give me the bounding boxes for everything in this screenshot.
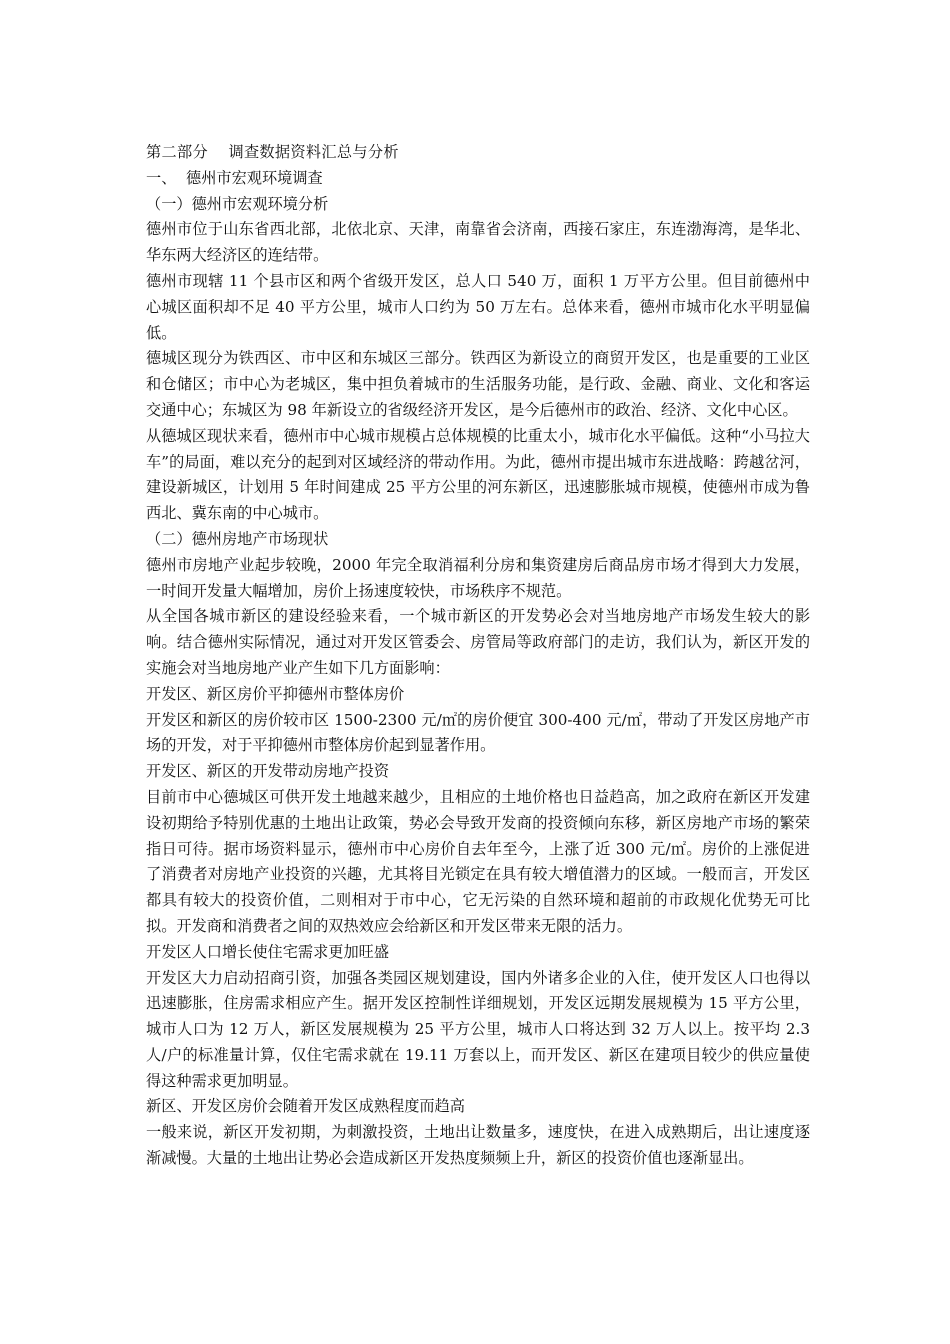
subsection-title-real-estate: （二）德州房地产市场现状 [146, 529, 329, 548]
heading-housing-demand: 开发区人口增长使住宅需求更加旺盛 [146, 942, 389, 961]
paragraph-price-maturity: 一般来说，新区开发初期，为刺激投资，土地出让数量多，速度快，在进入成熟期后，出让速度逐渐减慢。大量的土地出让势必会造成新区开发热度频频上升，新区的投资价值也逐渐显出。 [146, 1123, 810, 1168]
paragraph-location: 德州市位于山东省西北部，北依北京、天津，南靠省会济南，西接石家庄，东连渤海湾，是华北、华东两大经济区的连结带。 [146, 220, 810, 265]
subsection-title-macro-analysis: （一）德州市宏观环境分析 [146, 194, 329, 213]
paragraph-market-start: 德州市房地产业起步较晚，2000 年完全取消福利分房和集资建房后商品房市场才得到大力发展，一时间开发量大幅增加，房价上扬速度较快，市场秩序不规范。 [146, 555, 810, 600]
paragraph-districts: 德城区现分为铁西区、市中区和东城区三部分。铁西区为新设立的商贸开发区，也是重要的工业区和仓储区；市中心为老城区，集中担负着城市的生活服务功能，是行政、金融、商业、文化和客运交通中心；东城区为 98 年新设立的省级经济开发区，是今后德州市的政治、经济、文化中心区。 [146, 349, 810, 419]
heading-price-stabilization: 开发区、新区房价平抑德州市整体房价 [146, 684, 405, 703]
heading-price-maturity: 新区、开发区房价会随着开发区成熟程度而趋高 [146, 1097, 465, 1116]
section-title-macro-environment: 一、 德州市宏观环境调查 [146, 168, 323, 187]
heading-investment: 开发区、新区的开发带动房地产投资 [146, 762, 389, 781]
part-title: 第二部分 调查数据资料汇总与分析 [146, 143, 399, 161]
paragraph-new-district-impact: 从全国各城市新区的建设经验来看，一个城市新区的开发势必会对当地房地产市场发生较大的影响。结合德州实际情况，通过对开发区管委会、房管局等政府部门的走访，我们认为，新区开发的实施会对当地房地产业产生如下几方面影响： [146, 607, 810, 677]
paragraph-population: 德州市现辖 11 个县市区和两个省级开发区，总人口 540 万，面积 1 万平方公里。但目前德州中心城区面积却不足 40 平方公里，城市人口约为 50 万左右。总体来看，德州市城市化水平明显偏低。 [146, 271, 810, 342]
paragraph-housing-demand: 开发区大力启动招商引资，加强各类园区规划建设，国内外诸多企业的入住，使开发区人口也得以迅速膨胀，住房需求相应产生。据开发区控制性详细规划，开发区远期发展规模为 15 平方公里，城市人口为 12 万人，新区发展规模为 25 平方公里，城市人口将达到 32 万人以上。按平均 2.3 人/户的标准量计算，仅住宅需求就在 19.11 万套以上，而开发区、新区在建项目较少的供应量使得这种需求更加明显。 [146, 968, 810, 1090]
paragraph-city-strategy: 从德城区现状来看，德州市中心城市规模占总体规模的比重太小，城市化水平偏低。这种“小马拉大车”的局面，难以充分的起到对区域经济的带动作用。为此，德州市提出城市东进战略：跨越岔河，建设新城区，计划用 5 年时间建成 25 平方公里的河东新区，迅速膨胀城市规模，使德州市成为鲁西北、冀东南的中心城市。 [146, 426, 810, 523]
document-page [146, 140, 810, 1172]
paragraph-investment: 目前市中心德城区可供开发土地越来越少，且相应的土地价格也日益趋高，加之政府在新区开发建设初期给予特别优惠的土地出让政策，势必会导致开发商的投资倾向东移，新区房地产市场的繁荣指日可待。据市场资料显示，德州市中心房价自去年至今，上涨了近 300 元/㎡。房价的上涨促进了消费者对房地产业投资的兴趣，尤其将目光锁定在具有较大增值潜力的区域。一般而言，开发区都具有较大的投资价值，二则相对于市中心，它无污染的自然环境和超前的市政规化优势无可比拟。开发商和消费者之间的双热效应会给新区和开发区带来无限的活力。 [146, 787, 810, 935]
paragraph-price-comparison: 开发区和新区的房价较市区 1500-2300 元/㎡的房价便宜 300-400 元/㎡，带动了开发区房地产市场的开发，对于平抑德州市整体房价起到显著作用。 [146, 710, 810, 755]
